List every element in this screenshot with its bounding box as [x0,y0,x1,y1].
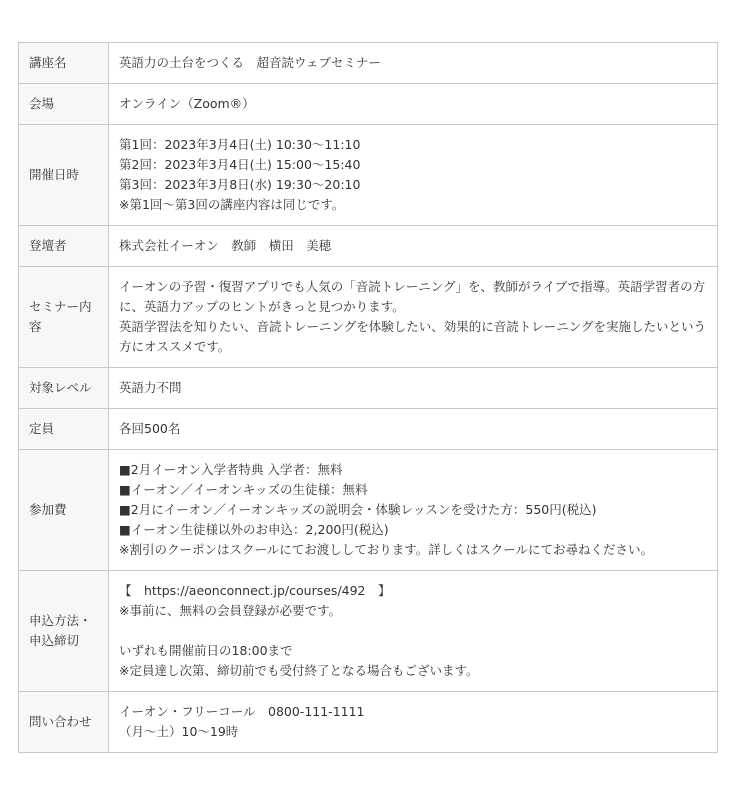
fee-note: ※割引のクーポンはスクールにてお渡ししております。詳しくはスクールにてお尋ねください。 [119,542,653,557]
row-value [109,368,718,409]
schedule-line: 第2回：2023年3月4日(土) 15:00～15:40 [119,157,361,172]
row-label: 開催日時 [19,125,109,226]
target-level-text: 英語力不問 [119,380,182,395]
row-value [109,43,718,84]
row-value [109,409,718,450]
label-line: 申込方法・ [29,613,92,628]
row-value [109,692,718,753]
row-label: 講座名 [19,43,109,84]
row-label: 参加費 [19,450,109,571]
row-value [109,267,718,368]
table-row-capacity [19,409,718,450]
table-row-seminar-content [19,267,718,368]
row-label: 登壇者 [19,226,109,267]
schedule-note: ※第1回～第3回の講座内容は同じです。 [119,197,345,212]
table-row-target-level [19,368,718,409]
deadline-note: ※定員達し次第、締切前でも受付終了となる場合もございます。 [119,663,479,678]
label-line: 申込締切 [29,633,80,648]
table-row-application [19,571,718,692]
seminar-info-table [18,42,718,753]
application-note: ※事前に、無料の会員登録が必要です。 [119,603,341,618]
content-paragraph: イーオンの予習・復習アプリでも人気の「音読トレーニング」を、教師がライブで指導。英語学習者の方に、英語力アップのヒントがきっと見つかります。 [119,279,706,314]
schedule-line: 第1回：2023年3月4日(土) 10:30～11:10 [119,137,361,152]
row-label: 定員 [19,409,109,450]
table-row-schedule [19,125,718,226]
row-label: セミナー内容 [19,267,109,368]
table-row-contact [19,692,718,753]
deadline-text: いずれも開催前日の18:00まで [119,643,293,658]
schedule-line: 第3回：2023年3月8日(水) 19:30～20:10 [119,177,361,192]
row-label: 会場 [19,84,109,125]
fee-line: ■イーオン生徒様以外のお申込：2,200円(税込) [119,522,389,537]
row-label: 対象レベル [19,368,109,409]
table-row-speaker [19,226,718,267]
row-label [19,571,109,692]
table-row-venue [19,84,718,125]
contact-hours: （月～土）10～19時 [119,724,239,739]
row-value [109,571,718,692]
row-value [109,450,718,571]
row-value [109,226,718,267]
row-label: 問い合わせ [19,692,109,753]
fee-line: ■イーオン／イーオンキッズの生徒様：無料 [119,482,368,497]
table-row-course-name [19,43,718,84]
fee-line: ■2月にイーオン／イーオンキッズの説明会・体験レッスンを受けた方：550円(税込) [119,502,597,517]
content-paragraph: 英語学習法を知りたい、音読トレーニングを体験したい、効果的に音読トレーニングを実施したいという方にオススメです。 [119,319,707,354]
speaker-text: 株式会社イーオン 教師 横田 美穂 [119,238,332,253]
row-value [109,84,718,125]
fee-line: ■2月イーオン入学者特典 入学者：無料 [119,462,343,477]
course-name-text: 英語力の土台をつくる 超音読ウェブセミナー [119,55,381,70]
capacity-text: 各回500名 [119,421,181,436]
row-value [109,125,718,226]
application-link[interactable]: 【 https://aeonconnect.jp/courses/492 】 [119,583,391,598]
venue-text: オンライン（Zoom®） [119,96,255,111]
contact-phone: イーオン・フリーコール 0800-111-1111 [119,704,365,719]
table-row-fee [19,450,718,571]
spacer [119,621,707,641]
